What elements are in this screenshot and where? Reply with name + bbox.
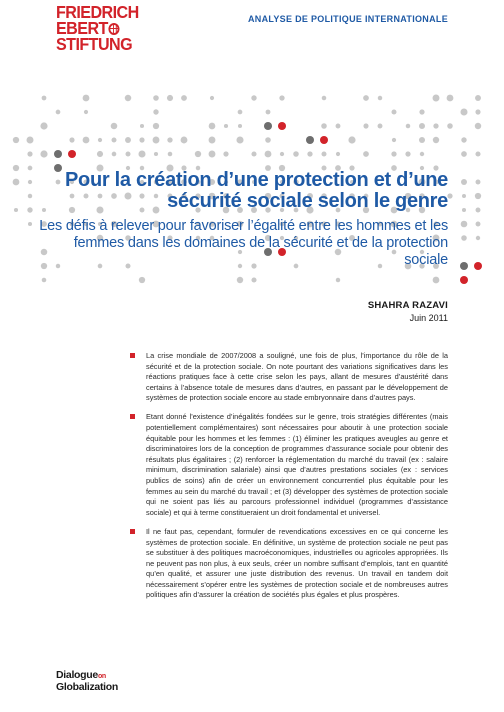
map-dot xyxy=(153,123,159,129)
map-dot xyxy=(461,179,467,185)
map-dot xyxy=(138,150,145,157)
map-dot xyxy=(238,124,242,128)
map-dot xyxy=(42,278,47,283)
logo-line-2: EBERT xyxy=(56,18,108,38)
map-dot xyxy=(433,137,439,143)
map-dot xyxy=(154,152,158,156)
map-dot xyxy=(461,235,467,241)
map-dot xyxy=(83,95,90,102)
logo-line-3: STIFTUNG xyxy=(56,34,133,54)
map-dot xyxy=(447,95,454,102)
map-dot xyxy=(54,150,62,158)
map-dot xyxy=(84,110,88,114)
map-dot xyxy=(363,123,368,128)
map-dot xyxy=(447,123,453,129)
map-dot xyxy=(112,138,117,143)
map-dot xyxy=(28,180,32,184)
map-dot xyxy=(97,151,103,157)
map-dot xyxy=(391,151,396,156)
map-dot xyxy=(476,236,480,240)
map-dot xyxy=(266,110,271,115)
map-dot xyxy=(28,166,33,171)
map-dot xyxy=(153,137,160,144)
map-dot xyxy=(112,152,117,157)
map-dot xyxy=(265,137,271,143)
map-dot xyxy=(307,151,312,156)
summary-list xyxy=(130,351,448,610)
map-dot xyxy=(181,95,187,101)
summary-text: Il ne faut pas, cependant, formuler de revendications excessives en ce qui concerne les systèmes de protection sociale. En définitive, un système de protection sociale ne peut pas se substituer à des politiques macroéconomiques, industrielles ou agricoles appropriées. Ils ne peuvent pas non plus, à eux seuls, créer un nombre suffisant d’emplois, tant en quantité qu’en qualité, et assurer une juste distribution des revenus. Un travail en tandem doit nécessairement s’opérer entre les systèmes de protection sociale et de nombreuses autres politiques afin d’assurer la création de sociétés plus égales et plus prospères. xyxy=(146,526,448,600)
map-dot xyxy=(461,151,467,157)
map-dot xyxy=(251,151,256,156)
summary-item xyxy=(130,351,448,404)
map-dot xyxy=(336,278,340,282)
summary-text: La crise mondiale de 2007/2008 a souligné, une fois de plus, l’importance du rôle de la sécurité et de la protection sociale. On note pourtant des variations significatives dans les réactions pratiques face à cette crise selon les pays, allant de mesures d’austérité dans certains à l’absence totale de mesures dans d’autres, en passant par le développement de systèmes de protection sociale encore au stade embryonnaire dans d’autres pays. xyxy=(146,351,448,403)
series-label: ANALYSE DE POLITIQUE INTERNATIONALE xyxy=(247,14,448,24)
map-dot xyxy=(68,150,76,158)
map-dot xyxy=(125,137,131,143)
map-dot xyxy=(419,109,424,114)
map-dot xyxy=(13,137,19,143)
footer-logo-line-1: Dialogue xyxy=(56,669,98,681)
map-dot xyxy=(419,137,425,143)
map-dot xyxy=(251,95,256,100)
map-dot xyxy=(460,108,467,115)
map-dot xyxy=(140,124,144,128)
map-dot xyxy=(265,151,272,158)
map-dot xyxy=(363,95,369,101)
map-dot xyxy=(56,110,61,115)
map-dot xyxy=(392,138,396,142)
summary-item xyxy=(130,527,448,601)
map-dot xyxy=(378,124,383,129)
map-dot xyxy=(336,152,340,156)
map-dot xyxy=(42,96,47,101)
map-dot xyxy=(363,151,369,157)
document-title: Pour la création d’une protection et d’une sécurité sociale selon le genre xyxy=(65,169,448,212)
map-dot xyxy=(236,136,243,143)
map-dot xyxy=(433,277,440,284)
map-dot xyxy=(223,151,228,156)
author-name: SHAHRA RAZAVI xyxy=(367,300,448,311)
map-dot xyxy=(224,124,228,128)
map-dot xyxy=(13,165,19,171)
map-dot xyxy=(433,123,438,128)
map-dot xyxy=(462,208,466,212)
map-dot xyxy=(69,137,74,142)
map-dot xyxy=(181,137,188,144)
map-dot xyxy=(433,95,440,102)
map-dot xyxy=(475,109,480,114)
map-dot xyxy=(475,95,481,101)
map-dot xyxy=(476,180,481,185)
map-dot xyxy=(27,137,34,144)
map-dot xyxy=(447,193,452,198)
map-dot xyxy=(475,123,481,129)
map-dot xyxy=(167,137,172,142)
map-dot xyxy=(27,151,32,156)
map-dot xyxy=(125,151,130,156)
map-dot xyxy=(460,262,468,270)
map-dot xyxy=(237,277,243,283)
map-dot xyxy=(461,137,466,142)
map-dot xyxy=(278,122,286,130)
map-dot xyxy=(14,208,18,212)
map-dot xyxy=(306,136,314,144)
map-dot xyxy=(461,221,468,228)
map-dot xyxy=(168,152,173,157)
map-dot xyxy=(406,124,411,129)
map-dot xyxy=(264,122,272,130)
map-dot xyxy=(251,277,256,282)
map-dot xyxy=(321,123,327,129)
map-dot xyxy=(27,207,32,212)
map-dot xyxy=(475,151,480,156)
map-dot xyxy=(28,194,32,198)
map-dot xyxy=(293,151,299,157)
map-dot xyxy=(210,96,214,100)
map-dot xyxy=(153,109,158,114)
map-dot xyxy=(195,151,201,157)
map-dot xyxy=(405,151,410,156)
map-dot xyxy=(42,208,46,212)
map-dot xyxy=(98,138,102,142)
map-dot xyxy=(125,95,132,102)
map-dot xyxy=(475,193,481,199)
publication-date: Juin 2011 xyxy=(409,313,448,323)
map-dot xyxy=(209,151,216,158)
map-dot xyxy=(391,109,396,114)
logo-line-1: FRIEDRICH xyxy=(56,2,139,22)
document-subtitle: Les défis à relever pour favoriser l’égalité entre les hommes et les femmes dans les domaines de la sécurité et de la protection sociale xyxy=(39,218,448,268)
map-dot xyxy=(40,150,47,157)
map-dot xyxy=(378,96,382,100)
map-dot xyxy=(460,276,468,284)
map-dot xyxy=(476,222,481,227)
bullet-square-icon xyxy=(130,529,135,534)
map-dot xyxy=(83,137,90,144)
map-dot xyxy=(280,152,284,156)
footer-logo-on: on xyxy=(97,673,106,680)
map-dot xyxy=(111,123,118,130)
bullet-square-icon xyxy=(130,414,135,419)
map-dot xyxy=(476,208,481,213)
map-dot xyxy=(462,194,466,198)
fes-logo xyxy=(56,4,139,52)
map-dot xyxy=(167,95,173,101)
map-dot xyxy=(153,95,159,101)
map-dot xyxy=(40,122,47,129)
map-dot xyxy=(279,95,284,100)
footer-logo-line-2: Globalization xyxy=(56,681,119,693)
map-dot xyxy=(348,136,355,143)
dialogue-on-globalization-logo xyxy=(56,670,118,692)
map-dot xyxy=(321,151,326,156)
bullet-square-icon xyxy=(130,353,135,358)
map-dot xyxy=(420,152,424,156)
map-dot xyxy=(209,137,216,144)
map-dot xyxy=(139,277,145,283)
map-dot xyxy=(336,124,341,129)
map-dot xyxy=(209,123,216,130)
summary-item xyxy=(130,412,448,518)
summary-text: Etant donné l’existence d’inégalités fondées sur le genre, trois stratégies différentes (mais potentiellement complémentaires) sont nécessaires pour aboutir à une protection sociale équitable pour les hommes et les femmes : (1) éliminer les pratiques aveugles au genre et discriminatoires lors de la conception de programmes d’assurance sociale pour obtenir des résultats plus égalitaires ; (2) renforcer la réglementation du marché du travail (ex : salaire minimum, discrimination salariale) ainsi que d’autres prestations sociales (ex : services publics de soins) afin de créer un environnement concurrentiel plus équitable pour les femmes au sein du marché du travail ; et (3) développer des systèmes de protection sociale qui ne soient pas liés au parcours professionnel individuel (programmes d’assistance sociale) et qui à terme constitueraient un droit fondamental et universel. xyxy=(146,412,448,517)
map-dot xyxy=(238,110,243,115)
map-dot xyxy=(419,123,425,129)
map-dot xyxy=(322,96,327,101)
map-dot xyxy=(474,262,482,270)
map-dot xyxy=(320,136,328,144)
map-dot xyxy=(13,179,20,186)
map-dot xyxy=(139,137,144,142)
